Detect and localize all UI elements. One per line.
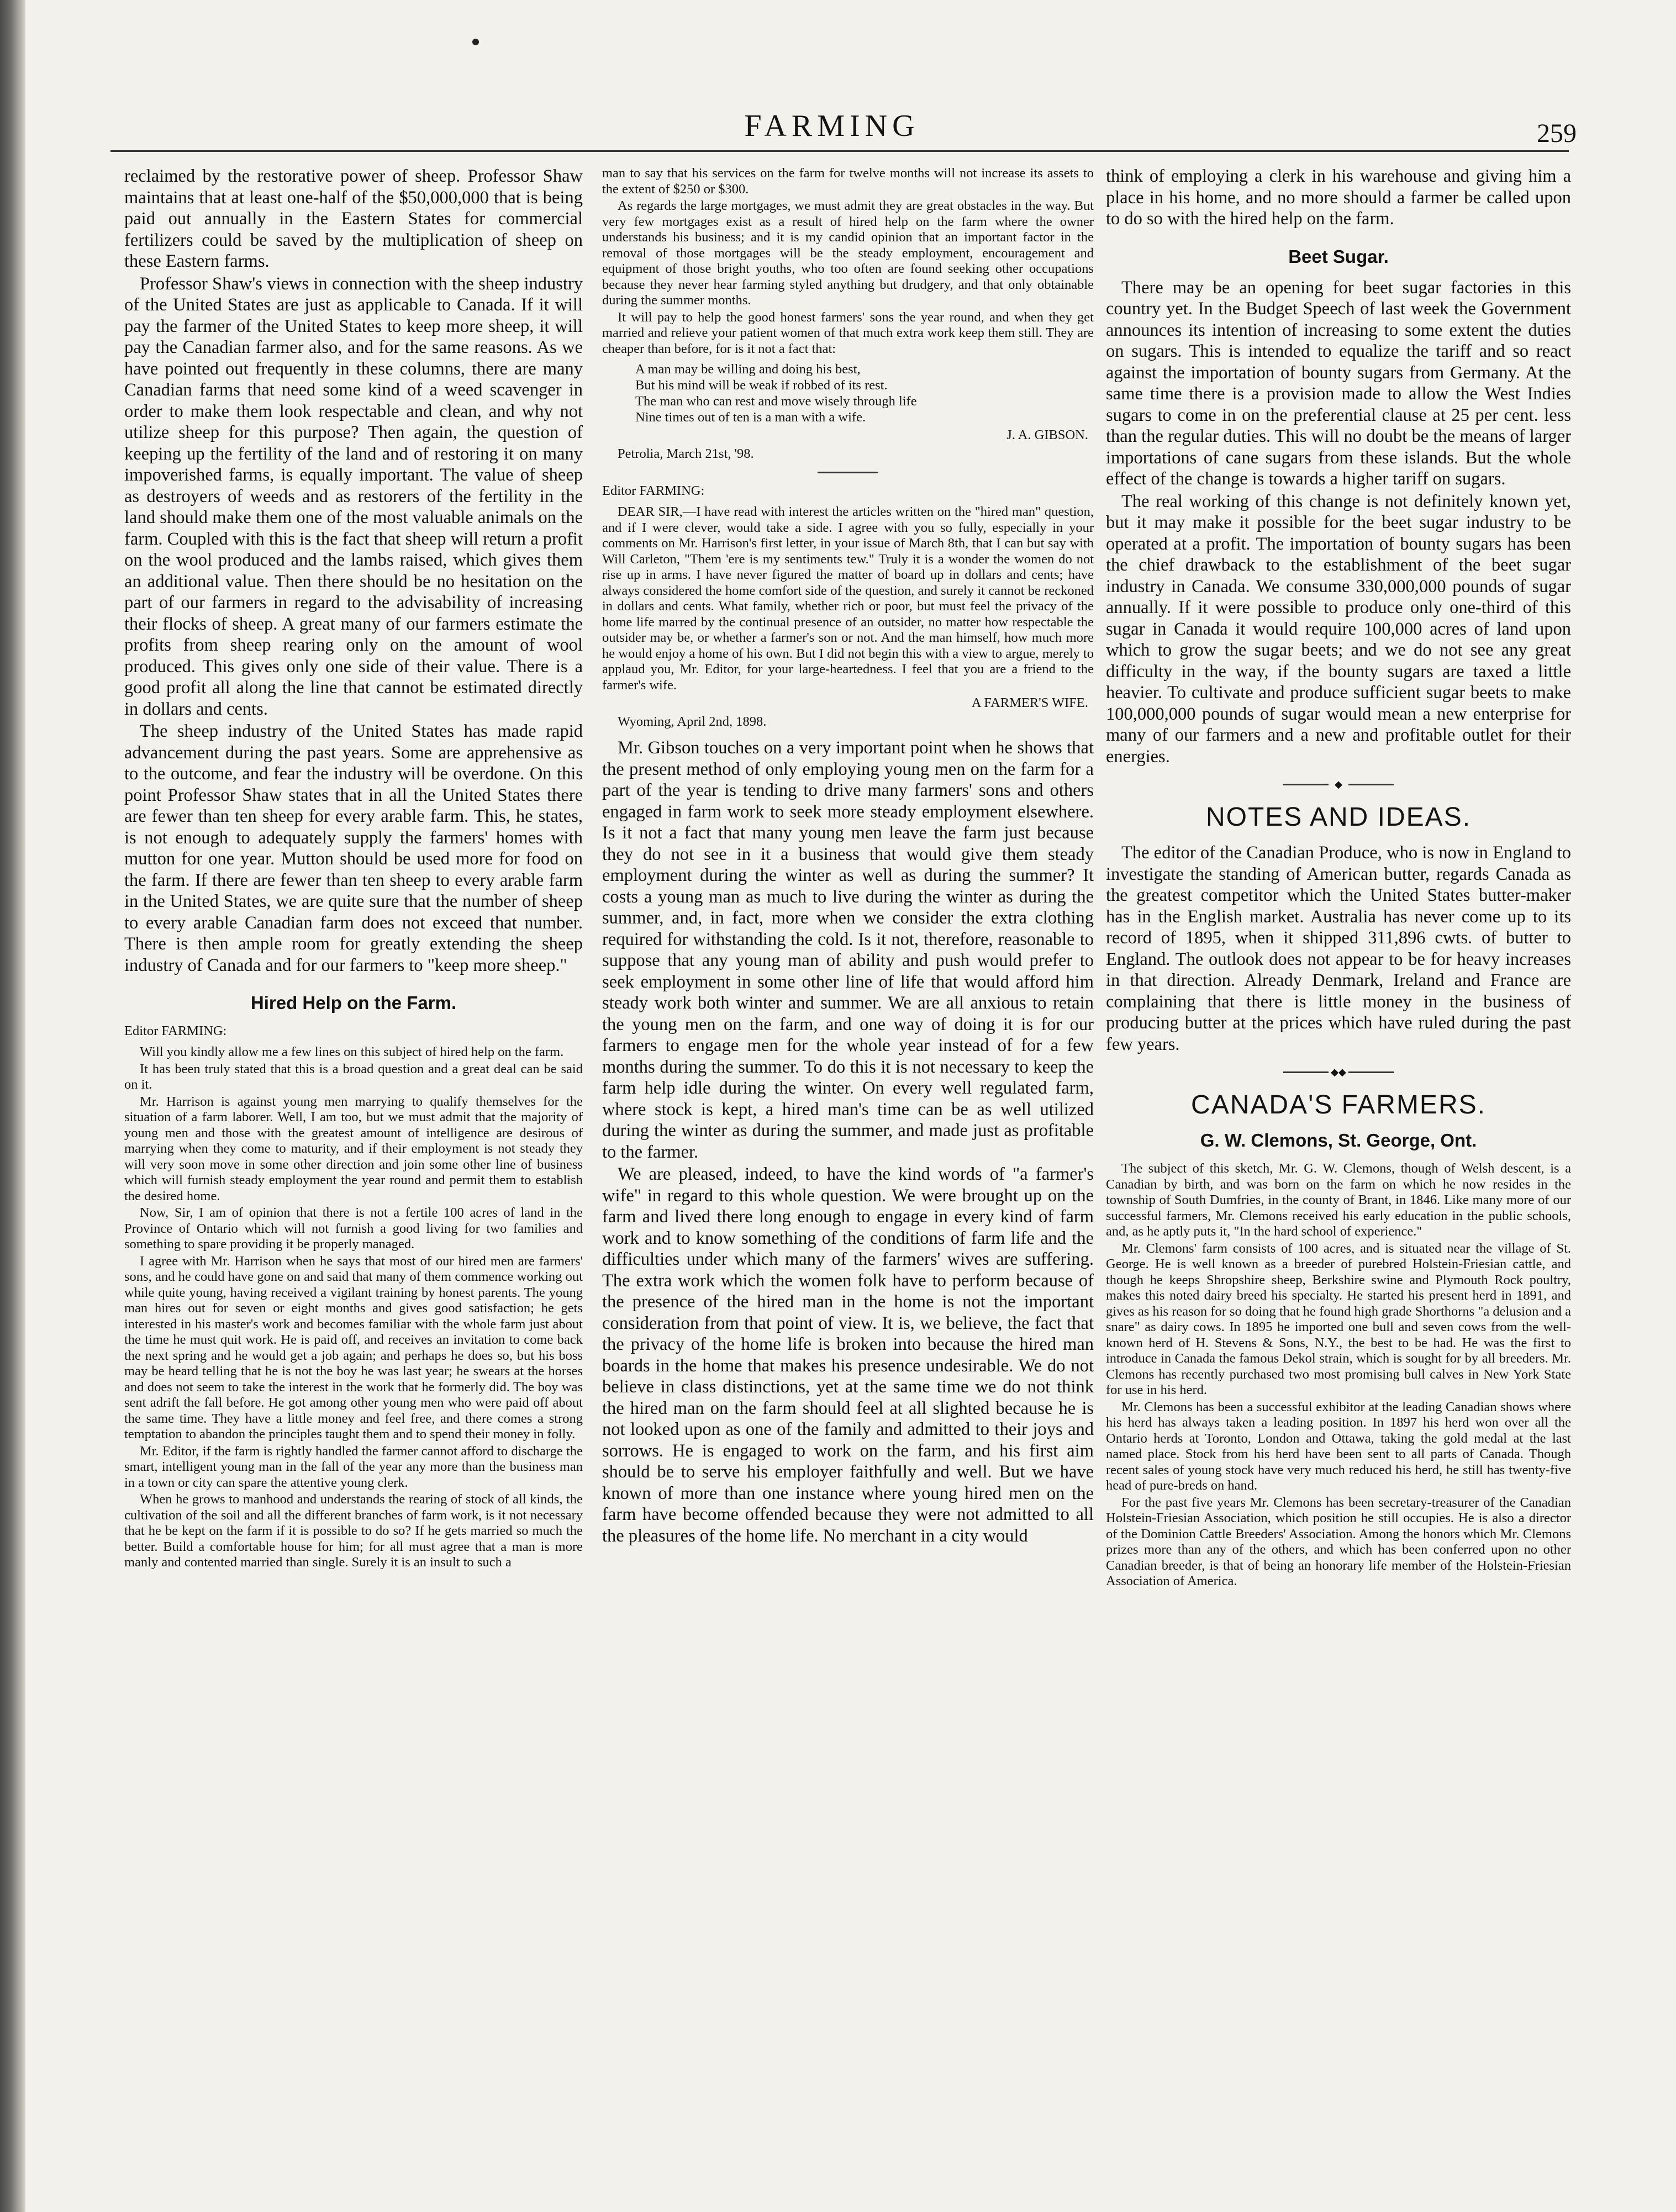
- letter-paragraph: man to say that his services on the farm for twelve months will not increase its assets to the extent of $250 or $300.: [602, 166, 1094, 197]
- page-number: 259: [1537, 119, 1577, 148]
- letter-dateline: Wyoming, April 2nd, 1898.: [618, 714, 767, 729]
- separator-rule: [818, 472, 878, 473]
- notes-and-ideas-heading: NOTES AND IDEAS.: [1205, 803, 1472, 832]
- section-ornament: ◆: [1283, 784, 1394, 788]
- beet-sugar-article: [1106, 277, 1571, 768]
- letter-paragraph: As regards the large mortgages, we must admit they are great obstacles in the way. But very few mortgages exist as a result of hired help on the farm where the owner understands his business; and it is my candid opinion that an important factor in the removal of those mortgages will be the steady employment, encouragement and equipment of those bright youths, who too often are found seeking other occupations because they never hear farming styled anything but drudgery, and that only obtainable during the summer months.: [602, 198, 1094, 308]
- beet-sugar-heading: Beet Sugar.: [1288, 246, 1389, 267]
- article-paragraph: The editor of the Canadian Produce, who is now in England to investigate the standing of American butter, regards Canada as the greatest competitor which the United States butter-maker has in the English market. Australia has never come up to its record of 1895, when it shipped 311,896 cwts. of butter to England. The outlook does not appear to be for heavy increases in that direction. Already Denmark, Ireland and France are complaining that there is little money in the business of producing butter at the prices which have ruled during the past few years.: [1106, 843, 1571, 1054]
- editorial-response: [602, 737, 1094, 1546]
- letter-signature: A FARMER'S WIFE.: [971, 695, 1088, 710]
- page-binding-edge: [0, 0, 25, 2212]
- poem-line: A man may be willing and doing his best,: [635, 362, 861, 377]
- poem-line: Nine times out of ten is a man with a wife.: [635, 410, 866, 425]
- letter-paragraph: Now, Sir, I am of opinion that there is not a fertile 100 acres of land in the Province of Ontario which will not furnish a good living for two families and something to spare providing it be properly managed.: [124, 1205, 583, 1252]
- letter-paragraph: Mr. Editor, if the farm is rightly handled the farmer cannot afford to discharge the smart, intelligent young man in the fall of the year any more than the business man in a town or city can spare the attentive young clerk.: [124, 1443, 583, 1490]
- article-paragraph: Professor Shaw's views in connection with the sheep industry of the United States are just as applicable to Canada. If it will pay the farmer of the United States to keep more sheep, it will pay the Canadian farmer also, and for the same reasons. As we have pointed out frequently in these columns, there are many Canadian farms that need some kind of a weed scavenger in order to make them look respectable and clean, and why not utilize sheep for this purpose? Then again, the question of keeping up the fertility of the land and of restoring it on many impoverished farms, is equally important. The value of sheep as destroyers of weeds and as restorers of the fertility in the land should make them one of the most valuable animals on the farm. Coupled with this is the fact that sheep will return a profit on the wool produced and the lambs raised, which gives them an additional value. Then there should be no hesitation on the part of our farmers in regard to the advisability of increasing their flocks of sheep. A great many of our farmers estimate the profits from sheep rearing only on the amount of wool produced. This gives only one side of their value. There is a good profit all along the line that cannot be estimated directly in dollars and cents.: [124, 273, 583, 719]
- hired-help-letter: [124, 1044, 583, 1571]
- letter-paragraph: When he grows to manhood and understands the rearing of stock of all kinds, the cultivation of the soil and all the different branches of farm work, is it not necessary that he be kept on the farm if it is possible to do so? If he gets married so much the better. Build a comfortable house for him; for all must agree that a man is more manly and contented married than single. Surely it is an insult to such a: [124, 1492, 583, 1570]
- section-ornament: ◆◆: [1283, 1071, 1394, 1075]
- header-rule: [110, 150, 1569, 152]
- gibson-letter: [602, 166, 1094, 357]
- letter-paragraph: I agree with Mr. Harrison when he says that most of our hired men are farmers' sons, and he could have gone on and said that many of them commence working out while quite young, having received a vigilant training by honest parents. The young man hires out for seven or eight months and gives good satisfaction; he gets interested in his master's work and becomes familiar with the whole farm just about the time he must quit work. He is paid off, and receives an invitation to come back the next spring and he would get a job again; and perhaps he does so, but his boss may be heard telling that he is not the boy he was last year; he swears at the horses and does not seem to take the interest in the work that he formerly did. The boy was sent adrift the fall before. He got among other young men who were paid off about the same time. They have a little money and feel free, and there comes a strong temptation to abandon the principles taught them and to spend their money in folly.: [124, 1253, 583, 1442]
- masthead: FARMING: [744, 109, 920, 143]
- article-paragraph: The real working of this change is not definitely known yet, but it may make it possible for the beet sugar industry to be operated at a profit. The importation of bounty sugars has been the chief drawback to the establishment of the beet sugar industry in Canada. We consume 330,000,000 pounds of sugar annually. If it were possible to produce only one-third of this sugar in Canada it would require 100,000 acres of land upon which to grow the sugar beets; and we do not see any great difficulty in the way, if the bounty sugars are taxed a little heavier. To cultivate and produce sufficient sugar beets to make 100,000,000 pounds of sugar would mean a new enterprise for many of our farmers and a new and profitable outlet for their energies.: [1106, 491, 1571, 767]
- letter-paragraph: DEAR SIR,—I have read with interest the articles written on the "hired man" question, and if I were clever, would take a side. I agree with you so fully, especially in your comments on Mr. Harrison's first letter, in your issue of March 8th, that I can but say with Will Carleton, "Them 'ere is my sentiments tew." Truly it is a wonder the women do not rise up in arms. I have never figured the matter of board up in dollars and cents; have always considered the home comfort side of the question, and surely it cannot be reckoned in dollars and cents. What family, whether rich or poor, but must feel the privacy of the home life marred by the continual presence of an outsider, no matter how respectable the outsider may be, or whether a farmer's son or not. And the man himself, how much more he would enjoy a home of his own. But I did not begin this with a view to argue, merely to applaud you, Mr. Editor, for your large-heartedness. I feel that you are a friend to the farmer's wife.: [602, 504, 1094, 693]
- clemons-subheading: G. W. Clemons, St. George, Ont.: [1200, 1130, 1477, 1150]
- column-3: [1106, 166, 1571, 2187]
- sheep-article: [124, 166, 583, 976]
- article-paragraph: Mr. Gibson touches on a very important point when he shows that the present method of only employing young men on the farm for a part of the year is tending to drive many farmers' sons and others engaged in farm work to seek more steady employment elsewhere. Is it not a fact that many young men leave the farm just because they do not see in it a business that would give them steady employment during the winter as well as during the summer? It costs a young man as much to live during the winter as during the summer, and, in fact, more when we consider the extra clothing required for withstanding the cold. Is it not, therefore, reasonable to suppose that any young man of ability and push would prefer to seek employment in some other line of life that would afford him steady work both winter and summer. We are all anxious to retain the young men on the farm, and one way of doing it is for our farmers to engage men for the whole year instead of for a few months during the summer. To do this it is not necessary to keep the farm help idle during the winter. On every well regulated farm, where stock is kept, a hired man's time can be as well utilized during the winter as during the summer, and made just as profitable to the farmer.: [602, 738, 1094, 1162]
- letter-dateline: Petrolia, March 21st, '98.: [618, 446, 754, 461]
- poem-line: But his mind will be weak if robbed of its rest.: [635, 378, 888, 393]
- article-paragraph: There may be an opening for beet sugar factories in this country yet. In the Budget Speech of last week the Government announces its intention of increasing to some extent the duties on sugars. This is intended to equalize the tariff and so react against the importation of bounty sugars from Germany. At the same time there is a provision made to allow the West Indies sugars to come in on the preferential clause at 25 per cent. less than the regular duties. This will no doubt be the means of larger importations of cane sugars from these islands. But the whole effect of the change is towards a higher tariff on sugars.: [1106, 277, 1571, 489]
- article-paragraph: think of employing a clerk in his warehouse and giving him a place in his home, and no more should a farmer be called upon to do so with the hired help on the farm.: [1106, 166, 1571, 229]
- letter-paragraph: Mr. Harrison is against young men marrying to qualify themselves for the situation of a farm laborer. Well, I am too, but we must admit that the majority of young men and those with the greatest amount of intelligence are desirous of marrying when they come to maturity, and if their employment is not steady they will very soon move in some other direction and join some other line of business which will furnish steady employment the year round and permit them to establish the desired home.: [124, 1094, 583, 1203]
- article-paragraph: Mr. Clemons has been a successful exhibitor at the leading Canadian shows where his herd has always taken a leading position. In 1897 his herd won over all the Ontario herds at Toronto, London and Ottawa, taking the gold medal at the last named place. Stock from his herd have been sent to all parts of Canada. Though recent sales of young stock have very much reduced his herd, he still has twenty-five head of pure-breds on hand.: [1106, 1399, 1571, 1493]
- article-paragraph: We are pleased, indeed, to have the kind words of "a farmer's wife" in regard to this whole question. We were brought up on the farm and lived there long enough to engage in every kind of farm work and to know something of the conditions of farm life and the difficulties under which many of the farmers' wives are suffering. The extra work which the women folk have to perform because of the presence of the hired man in the home is not the important consideration from that point of view. It is, we believe, the fact that the privacy of the home life is broken into because the hired man boards in the home that makes his presence undesirable. We do not believe in class distinctions, yet at the same time we do not think the hired man on the farm should feel at all slighted because he is not looked upon as one of the family and admitted to their joys and sorrows. He is engaged to work on the farm, and his first aim should be to serve his employer faithfully and well. But we have known of more than one instance where young hired men on the farm have become offended because they were not admitted to all the pleasures of the home life. No merchant in a city would: [602, 1164, 1094, 1546]
- farmers-wife-letter: [602, 504, 1094, 693]
- poem: [635, 361, 1094, 425]
- poem-line: The man who can rest and move wisely through life: [635, 394, 917, 409]
- column-1: [124, 166, 583, 2187]
- hired-help-heading: Hired Help on the Farm.: [250, 993, 457, 1013]
- letter-signature: J. A. GIBSON.: [1006, 427, 1088, 442]
- article-paragraph: Mr. Clemons' farm consists of 100 acres, and is situated near the village of St. George. He is well known as a breeder of purebred Holstein-Friesian cattle, and though he keeps Shropshire sheep, Berkshire swine and Plymouth Rock poultry, makes this noted dairy breed his specialty. He started his present herd in 1891, and gives as his reason for so doing that he found high grade Shorthorns "a delusion and a snare" as dairy cows. In 1895 he imported one bull and seven cows from the well-known herd of H. Stevens & Sons, N.Y., the best to be had. He was the first to introduce in Canada the famous Dekol strain, which is sought for by all breeders. Mr. Clemons has recently purchased two most promising bull calves in New York State for use in his herd.: [1106, 1240, 1571, 1397]
- editorial-continuation: [1106, 166, 1571, 230]
- canadas-farmers-heading: CANADA'S FARMERS.: [1191, 1090, 1486, 1120]
- letter-salutation: Editor FARMING:: [602, 483, 705, 498]
- letter-paragraph: It has been truly stated that this is a broad question and a great deal can be said on it.: [124, 1061, 583, 1092]
- article-paragraph: reclaimed by the restorative power of sheep. Professor Shaw maintains that at least one-half of the $50,000,000 that is being paid out annually in the Eastern States for commercial fertilizers could be saved by the multiplication of sheep on these Eastern farms.: [124, 166, 583, 271]
- clemons-article: [1106, 1161, 1571, 1590]
- letter-salutation: Editor FARMING:: [124, 1023, 227, 1038]
- article-paragraph: The sheep industry of the United States has made rapid advancement during the past years. Some are apprehensive as to the outcome, and fear the industry will be overdone. On this point Professor Shaw states that in all the United States there are fewer than ten sheep for every arable farm. This, he states, is not enough to adequately supply the farmers' homes with mutton for one year. Mutton should be used more for food on the farm. If there are fewer than ten sheep to every arable farm in the United States, we are quite sure that the number of sheep to every arable Canadian farm does not exceed that number. There is then ample room for greatly extending the sheep industry of Canada and for our farmers to "keep more sheep.": [124, 721, 583, 975]
- article-paragraph: The subject of this sketch, Mr. G. W. Clemons, though of Welsh descent, is a Canadian by birth, and was born on the farm on which he now resides in the township of South Dumfries, in the county of Brant, in 1846. Like many more of our successful farmers, Mr. Clemons received his early education in the public schools, and, as he aptly puts it, "In the hard school of experience.": [1106, 1161, 1571, 1239]
- column-2: [602, 166, 1094, 2187]
- letter-paragraph: Will you kindly allow me a few lines on this subject of hired help on the farm.: [140, 1044, 564, 1059]
- letter-paragraph: It will pay to help the good honest farmers' sons the year round, and when they get married and relieve your patient women of that much extra work keep them still. They are cheaper than before, for is it not a fact that:: [602, 309, 1094, 356]
- article-paragraph: For the past five years Mr. Clemons has been secretary-treasurer of the Canadian Holstein-Friesian Association, which position he still occupies. He is also a director of the Dominion Cattle Breeders' Association. Among the honors which Mr. Clemons prizes more than any of the others, and which has been conferred upon no other Canadian breeder, is that of being an honorary life member of the Holstein-Friesian Association of America.: [1106, 1495, 1571, 1588]
- ink-dot: [472, 39, 479, 45]
- notes-article: [1106, 842, 1571, 1055]
